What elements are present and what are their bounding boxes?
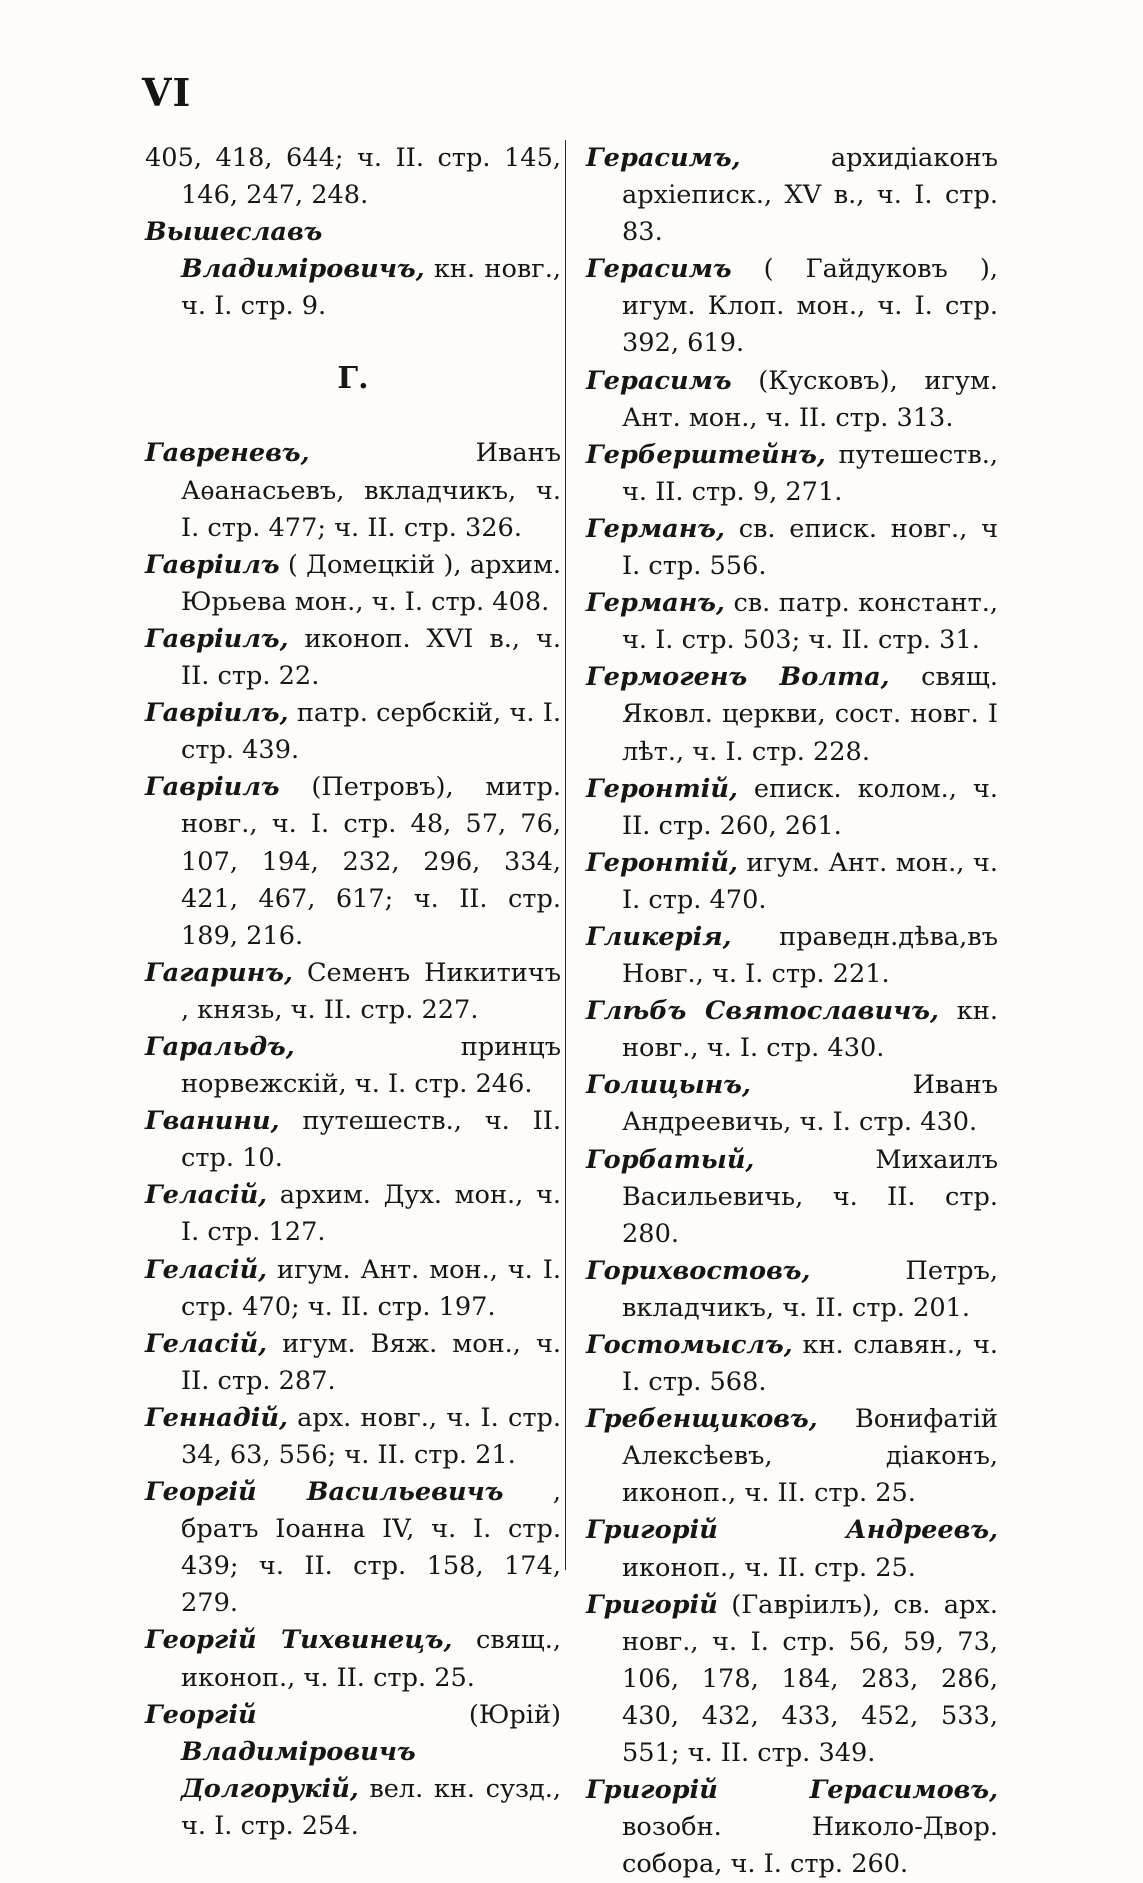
entry-name: Гавріилъ [145, 772, 280, 803]
entry-text: свящ. Яковл. церкви, сост. новг. I лѣт., ч. I. стр. 228. [622, 662, 998, 767]
entry-name: Григорій Герасимовъ, [586, 1775, 998, 1806]
index-entry [586, 993, 998, 1067]
index-entry [145, 1326, 561, 1400]
entry-text: путешеств., ч. II. стр. 9, 271. [622, 439, 998, 507]
entry-name: Герасимъ [586, 254, 732, 285]
index-entry [145, 695, 561, 769]
entry-text: (Юрій) [256, 1699, 561, 1730]
entry-name: Гавріилъ, [145, 623, 289, 654]
entry-text: св. еписк. новг., ч I. стр. 556. [622, 513, 998, 582]
entry-name: Гавреневъ, [145, 438, 310, 469]
entry-name: Глѣбъ Святославичъ, [586, 996, 939, 1027]
entry-text: принцъ норвежскій, ч. I. стр. 246. [181, 1031, 561, 1100]
entry-text: Михаилъ Васильевичь, ч. II. стр. 280. [622, 1144, 998, 1249]
entry-text: иконоп., ч. II. стр. 25. [622, 1552, 916, 1583]
index-entry [586, 1512, 998, 1586]
entry-text: (Гавріилъ), св. арх. новг., ч. I. стр. 56, 59, 73, 106, 178, 184, 283, 286, 430, 432, 433, 452, 533, 551; ч. II. стр. 349. [622, 1589, 998, 1769]
entry-text: архидіаконъ архіеписк., XV в., ч. I. стр. 83. [622, 143, 998, 248]
entry-name: Гванини, [145, 1106, 280, 1137]
index-entry [586, 1772, 998, 1883]
entry-text: Иванъ Андреевичь, ч. I. стр. 430. [622, 1070, 998, 1138]
index-entry [586, 1253, 998, 1327]
column-divider [565, 140, 566, 1570]
entry-name: Горихвостовъ, [586, 1255, 811, 1286]
index-entry [145, 1697, 561, 1845]
index-entry [145, 1400, 561, 1474]
entry-name: Георгій Тихвинецъ, [145, 1625, 453, 1656]
entry-name: Георгій [145, 1699, 257, 1730]
entry-text: кн. славян., ч. I. стр. 568. [622, 1330, 998, 1398]
entry-text: , братъ Іоанна IV, ч. I. стр. 439; ч. II. стр. 158, 174, 279. [181, 1477, 561, 1619]
entry-text: ( Гайдуковъ ), игум. Клоп. мон., ч. I. стр. 392, 619. [622, 254, 998, 359]
entry-text: патр. сербскій, ч. I. стр. 439. [181, 698, 561, 766]
index-entry [145, 769, 561, 954]
entry-name: Георгій Васильевичъ [145, 1477, 504, 1508]
entry-name: Горбатый, [586, 1144, 755, 1175]
entry-text-continued: вел. кн. сузд., ч. I. стр. 254. [181, 1773, 561, 1841]
entry-text: праведн.дѣва,въ Новг., ч. I. стр. 221. [622, 921, 998, 990]
entry-text: Семенъ Никитичъ , князь, ч. II. стр. 227. [181, 957, 561, 1025]
entry-name: Геронтій, [586, 847, 738, 878]
index-entry [586, 845, 998, 919]
entry-text: игум. Вяж. мон., ч. II. стр. 287. [181, 1328, 561, 1396]
entry-text: игум. Ант. мон., ч. I. стр. 470. [622, 847, 998, 915]
entry-name: Григорій [586, 1589, 718, 1620]
entry-name: Герасимъ [586, 365, 732, 396]
index-entry [586, 585, 998, 659]
index-entry [586, 919, 998, 993]
entry-text: иконоп. XVI в., ч. II. стр. 22. [181, 623, 561, 692]
entry-name: Герберштейнъ, [586, 439, 826, 470]
entry-text: Вонифатій Алексѣевъ, діаконъ, иконоп., ч. II. стр. 25. [622, 1404, 998, 1509]
entry-text: возобн. Николо-Двор. собора, ч. I. стр. 260. [622, 1812, 998, 1880]
index-entry [145, 955, 561, 1029]
index-entry [145, 547, 561, 621]
entry-name: Гребенщиковъ, [586, 1404, 818, 1435]
entry-text: свящ., иконоп., ч. II. стр. 25. [181, 1625, 561, 1693]
index-entry [145, 214, 561, 325]
index-entry [586, 1327, 998, 1401]
entry-text: Иванъ Аѳанасьевъ, вкладчикъ, ч. I. стр. 477; ч. II. стр. 326. [181, 438, 561, 543]
entry-name: Вышеславъ Владиміровичъ, [145, 217, 425, 285]
page-number: VI [142, 70, 192, 115]
index-entry [145, 1252, 561, 1326]
entry-name: Гагаринъ, [145, 957, 293, 988]
index-entry [586, 1587, 998, 1772]
index-entry [145, 1474, 561, 1622]
entry-name: Гаральдъ, [145, 1031, 295, 1062]
entry-text: 405, 418, 644; ч. II. стр. 145, 146, 247, 248. [145, 143, 561, 211]
entry-name: Геласій, [145, 1254, 268, 1285]
entry-name: Германъ, [586, 513, 725, 544]
right-column [586, 140, 998, 1883]
entry-text: ( Домецкій ), архим. Юрьева мон., ч. I. стр. 408. [181, 549, 561, 617]
index-entry [586, 437, 998, 511]
entry-name: Гавріилъ [145, 549, 280, 580]
entry-name: Гермогенъ Волта, [586, 662, 890, 693]
index-entry [586, 251, 998, 362]
index-entry [145, 1622, 561, 1696]
entry-text: Петръ, вкладчикъ, ч. II. стр. 201. [622, 1255, 998, 1323]
entry-text: архим. Дух. мон., ч. I. стр. 127. [181, 1180, 561, 1248]
entry-name: Геннадій, [145, 1402, 288, 1433]
index-entry [586, 363, 998, 437]
entry-text: (Петровъ), митр. новг., ч. I. стр. 48, 57, 76, 107, 194, 232, 296, 334, 421, 467, 617; ч. II. стр. 189, 216. [181, 772, 561, 951]
index-entry [586, 1067, 998, 1141]
index-entry [586, 659, 998, 770]
index-entry [145, 1103, 561, 1177]
index-entry [145, 1029, 561, 1103]
entry-name: Гостомыслъ, [586, 1330, 793, 1360]
index-entry [586, 1401, 998, 1512]
entry-name: Геласій, [145, 1328, 268, 1359]
index-entry [586, 511, 998, 585]
entry-text: кн. новг., ч. I. стр. 9. [181, 254, 561, 322]
section-letter-heading: Г. [337, 361, 369, 397]
entry-name-continued: Владиміровичъ Долгорукій, [181, 1736, 416, 1804]
index-entry [145, 621, 561, 695]
entry-name: Голицынъ, [586, 1070, 751, 1101]
entry-text: игум. Ант. мон., ч. I. стр. 470; ч. II. стр. 197. [181, 1254, 561, 1322]
entry-name: Гликерія, [586, 921, 732, 952]
entry-text: арх. новг., ч. I. стр. 34, 63, 556; ч. II. стр. 21. [181, 1402, 561, 1470]
entry-text: св. патр. констант., ч. I. стр. 503; ч. II. стр. 31. [622, 588, 998, 656]
index-entry [586, 771, 998, 845]
index-entry [145, 1177, 561, 1251]
entry-name: Геласій, [145, 1180, 268, 1211]
entry-text: путешеств., ч. II. стр. 10. [181, 1106, 561, 1174]
index-entry [586, 1142, 998, 1253]
entry-name: Герасимъ, [586, 143, 741, 173]
index-entry [586, 140, 998, 251]
entry-name: Гавріилъ, [145, 698, 289, 729]
entry-text: кн. новг., ч. I. стр. 430. [622, 996, 998, 1064]
entry-name: Германъ, [586, 588, 725, 619]
index-entry [145, 435, 561, 546]
entry-text: (Кусковъ), игум. Ант. мон., ч. II. стр. 313. [622, 365, 998, 433]
index-entry [145, 140, 561, 214]
entry-name: Геронтій, [586, 773, 738, 804]
entry-name: Григорій Андреевъ, [586, 1515, 998, 1546]
entry-text: еписк. колом., ч. II. стр. 260, 261. [622, 773, 998, 841]
left-column [145, 140, 561, 1845]
